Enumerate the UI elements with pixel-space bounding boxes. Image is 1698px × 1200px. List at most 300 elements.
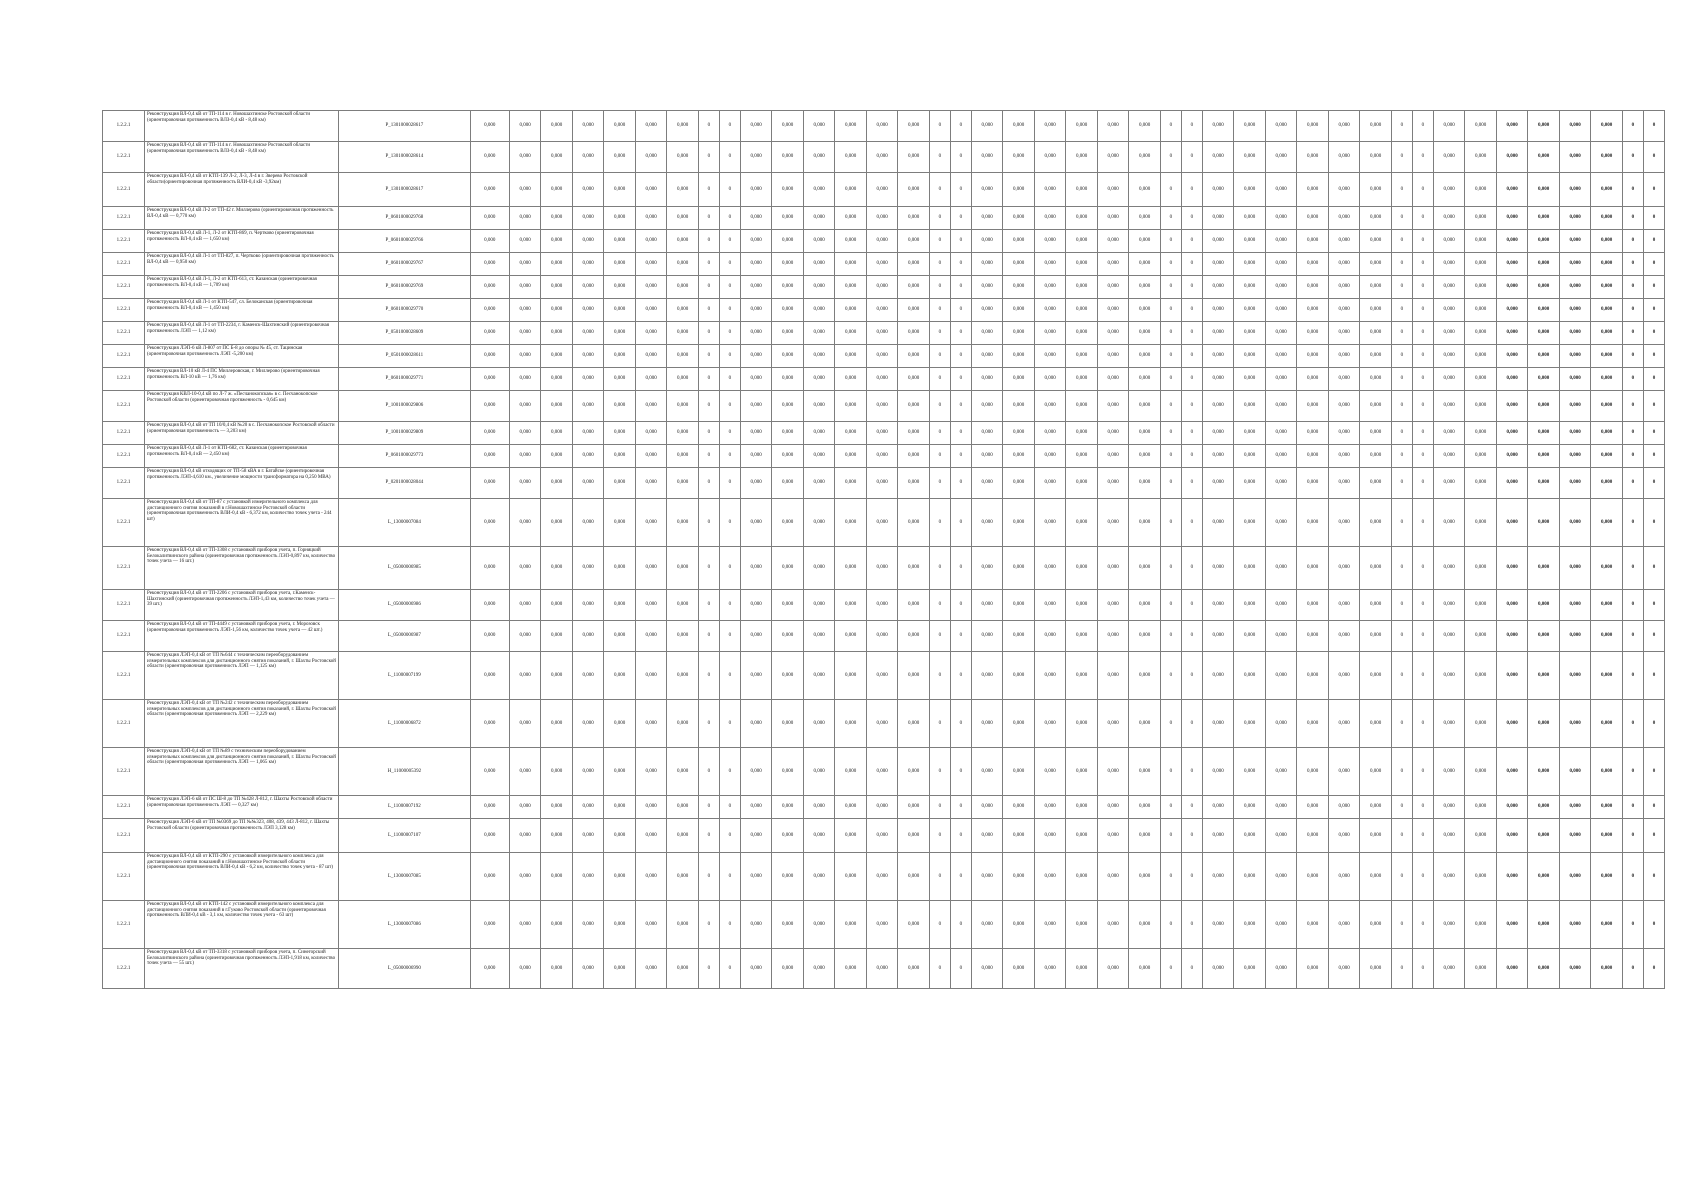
value-cell: 0 <box>1412 949 1433 989</box>
value-cell: 0,000 <box>1528 391 1560 422</box>
value-cell: 0 <box>1643 230 1664 253</box>
value-cell: 0,000 <box>572 621 604 652</box>
value-cell: 0,000 <box>803 368 835 391</box>
value-cell: 0,000 <box>1465 468 1497 499</box>
value-cell: 0,000 <box>1234 796 1266 819</box>
value-cell: 0,000 <box>1559 142 1591 173</box>
value-cell: 0,000 <box>971 468 1003 499</box>
table-row <box>103 652 1665 700</box>
value-cell: 0,000 <box>1129 207 1161 230</box>
value-cell: 0,000 <box>772 547 804 590</box>
value-cell: 0,000 <box>1202 173 1234 207</box>
project-code-cell: L_11000007192 <box>339 796 470 819</box>
value-cell: 0,000 <box>1066 299 1098 322</box>
row-number-cell: 1.2.2.1 <box>103 853 145 901</box>
value-cell: 0 <box>719 111 740 142</box>
value-cell: 0,000 <box>1034 590 1066 621</box>
value-cell: 0 <box>698 111 719 142</box>
value-cell: 0,000 <box>1559 345 1591 368</box>
value-cell: 0 <box>1622 111 1643 142</box>
value-cell: 0 <box>950 445 971 468</box>
value-cell: 0 <box>1391 621 1412 652</box>
value-cell: 0,000 <box>541 590 573 621</box>
value-cell: 0,000 <box>1528 700 1560 748</box>
value-cell: 0,000 <box>898 391 930 422</box>
value-cell: 0,000 <box>1496 499 1528 547</box>
value-cell: 0,000 <box>866 547 898 590</box>
value-cell: 0 <box>1622 621 1643 652</box>
value-cell: 0,000 <box>1297 345 1329 368</box>
value-cell: 0 <box>1181 299 1202 322</box>
value-cell: 0 <box>929 276 950 299</box>
value-cell: 0,000 <box>835 652 867 700</box>
value-cell: 0,000 <box>572 253 604 276</box>
value-cell: 0,000 <box>541 700 573 748</box>
value-cell: 0,000 <box>1129 949 1161 989</box>
value-cell: 0,000 <box>1297 173 1329 207</box>
value-cell: 0 <box>1391 173 1412 207</box>
value-cell: 0,000 <box>541 819 573 853</box>
value-cell: 0,000 <box>866 796 898 819</box>
project-description-cell: Реконструкция ВЛ-0,4 кВ от ТП-3318 с установкой приборов учета, п. Синегорский Белокалитвинского района (ориентировочная протяженность ЛЭП-1,918 км, количество точек учета — 55 шт.) <box>145 949 339 989</box>
value-cell: 0,000 <box>509 445 541 468</box>
value-cell: 0 <box>1643 422 1664 445</box>
value-cell: 0,000 <box>1129 111 1161 142</box>
value-cell: 0,000 <box>835 819 867 853</box>
value-cell: 0,000 <box>740 901 772 949</box>
value-cell: 0,000 <box>898 949 930 989</box>
value-cell: 0 <box>1622 368 1643 391</box>
value-cell: 0,000 <box>635 422 667 445</box>
value-cell: 0 <box>1643 322 1664 345</box>
value-cell: 0 <box>1622 949 1643 989</box>
value-cell: 0,000 <box>635 368 667 391</box>
value-cell: 0,000 <box>740 652 772 700</box>
value-cell: 0,000 <box>1097 819 1129 853</box>
project-code-cell: L_05000006986 <box>339 590 470 621</box>
value-cell: 0,000 <box>509 391 541 422</box>
value-cell: 0,000 <box>635 322 667 345</box>
value-cell: 0,000 <box>509 230 541 253</box>
project-code-cell: P_0601000029771 <box>339 368 470 391</box>
value-cell: 0,000 <box>1003 345 1035 368</box>
value-cell: 0,000 <box>1360 142 1392 173</box>
value-cell: 0 <box>950 207 971 230</box>
value-cell: 0,000 <box>635 700 667 748</box>
value-cell: 0,000 <box>898 901 930 949</box>
row-number-cell: 1.2.2.1 <box>103 621 145 652</box>
value-cell: 0,000 <box>1202 949 1234 989</box>
value-cell: 0,000 <box>1559 748 1591 796</box>
value-cell: 0,000 <box>1528 253 1560 276</box>
value-cell: 0 <box>1622 468 1643 499</box>
value-cell: 0,000 <box>898 445 930 468</box>
value-cell: 0,000 <box>803 422 835 445</box>
value-cell: 0,000 <box>1528 368 1560 391</box>
value-cell: 0 <box>1391 796 1412 819</box>
value-cell: 0,000 <box>1591 299 1623 322</box>
value-cell: 0 <box>1412 111 1433 142</box>
value-cell: 0 <box>698 796 719 819</box>
value-cell: 0,000 <box>1496 468 1528 499</box>
value-cell: 0,000 <box>1465 853 1497 901</box>
value-cell: 0 <box>929 853 950 901</box>
value-cell: 0,000 <box>509 368 541 391</box>
value-cell: 0,000 <box>835 547 867 590</box>
value-cell: 0 <box>950 345 971 368</box>
value-cell: 0,000 <box>1129 819 1161 853</box>
value-cell: 0,000 <box>866 422 898 445</box>
value-cell: 0,000 <box>1234 173 1266 207</box>
value-cell: 0 <box>950 299 971 322</box>
value-cell: 0,000 <box>470 590 509 621</box>
value-cell: 0 <box>1412 422 1433 445</box>
value-cell: 0 <box>1622 819 1643 853</box>
value-cell: 0,000 <box>541 901 573 949</box>
project-description-cell: Реконструкция ЛЭП-6 кВ от ПС Ш-8 до ТП №428 Л-812, г. Шахты Ростовской области (ориентировочная протяженность ЛЭП — 0,327 км) <box>145 796 339 819</box>
value-cell: 0 <box>1391 111 1412 142</box>
value-cell: 0,000 <box>1465 299 1497 322</box>
value-cell: 0 <box>698 621 719 652</box>
value-cell: 0,000 <box>1360 368 1392 391</box>
value-cell: 0,000 <box>1066 253 1098 276</box>
value-cell: 0 <box>1643 590 1664 621</box>
value-cell: 0,000 <box>1496 652 1528 700</box>
value-cell: 0,000 <box>1559 949 1591 989</box>
value-cell: 0,000 <box>572 901 604 949</box>
project-description-cell: Реконструкция ВЛ-0,4 кВ от ТП-87 с установкой измерительного комплекса для дистанционного снятия показаний в г.Новошахтинске Ростовской области (ориентировочная протяженность ВЛИ-0,4 кВ - 6,372 км, количество точек учета - 244 шт) <box>145 499 339 547</box>
value-cell: 0,000 <box>1328 142 1360 173</box>
value-cell: 0,000 <box>604 322 636 345</box>
value-cell: 0,000 <box>971 621 1003 652</box>
value-cell: 0,000 <box>971 547 1003 590</box>
project-description-cell: Реконструкция ВЛ-0,4 кВ от ТП-4449 с установкой приборов учета, г. Морозовск (ориентировочная протяженность ЛЭП-1,56 км, количество точек учета — 42 шт.) <box>145 621 339 652</box>
value-cell: 0,000 <box>1496 949 1528 989</box>
value-cell: 0,000 <box>1496 590 1528 621</box>
value-cell: 0,000 <box>1234 949 1266 989</box>
value-cell: 0,000 <box>1297 901 1329 949</box>
value-cell: 0 <box>1160 621 1181 652</box>
value-cell: 0,000 <box>772 853 804 901</box>
value-cell: 0 <box>929 322 950 345</box>
value-cell: 0,000 <box>1129 468 1161 499</box>
value-cell: 0,000 <box>803 590 835 621</box>
value-cell: 0,000 <box>572 499 604 547</box>
value-cell: 0,000 <box>1097 547 1129 590</box>
value-cell: 0,000 <box>803 949 835 989</box>
value-cell: 0,000 <box>1129 652 1161 700</box>
value-cell: 0,000 <box>1328 445 1360 468</box>
value-cell: 0 <box>1391 142 1412 173</box>
value-cell: 0,000 <box>1034 142 1066 173</box>
value-cell: 0,000 <box>541 652 573 700</box>
value-cell: 0,000 <box>898 700 930 748</box>
value-cell: 0,000 <box>1066 322 1098 345</box>
value-cell: 0,000 <box>772 253 804 276</box>
value-cell: 0,000 <box>1003 748 1035 796</box>
value-cell: 0,000 <box>898 468 930 499</box>
value-cell: 0 <box>929 796 950 819</box>
value-cell: 0,000 <box>1129 547 1161 590</box>
value-cell: 0,000 <box>1433 142 1465 173</box>
value-cell: 0,000 <box>635 299 667 322</box>
value-cell: 0,000 <box>772 207 804 230</box>
value-cell: 0,000 <box>1528 819 1560 853</box>
value-cell: 0 <box>1412 853 1433 901</box>
value-cell: 0,000 <box>1360 230 1392 253</box>
value-cell: 0,000 <box>772 173 804 207</box>
row-number-cell: 1.2.2.1 <box>103 368 145 391</box>
value-cell: 0 <box>698 468 719 499</box>
investment-program-table <box>102 110 1665 989</box>
value-cell: 0,000 <box>835 499 867 547</box>
value-cell: 0,000 <box>740 299 772 322</box>
value-cell: 0,000 <box>1591 621 1623 652</box>
value-cell: 0,000 <box>1034 230 1066 253</box>
value-cell: 0,000 <box>1003 422 1035 445</box>
value-cell: 0,000 <box>1003 299 1035 322</box>
value-cell: 0 <box>1160 853 1181 901</box>
value-cell: 0,000 <box>898 819 930 853</box>
value-cell: 0,000 <box>541 230 573 253</box>
value-cell: 0,000 <box>1066 276 1098 299</box>
value-cell: 0,000 <box>1328 547 1360 590</box>
value-cell: 0,000 <box>1066 949 1098 989</box>
value-cell: 0,000 <box>667 445 699 468</box>
value-cell: 0,000 <box>1066 368 1098 391</box>
value-cell: 0 <box>698 173 719 207</box>
value-cell: 0,000 <box>1297 253 1329 276</box>
value-cell: 0 <box>719 949 740 989</box>
value-cell: 0,000 <box>835 445 867 468</box>
value-cell: 0,000 <box>1559 111 1591 142</box>
table-row <box>103 322 1665 345</box>
value-cell: 0,000 <box>541 796 573 819</box>
value-cell: 0,000 <box>572 700 604 748</box>
value-cell: 0 <box>1622 230 1643 253</box>
value-cell: 0,000 <box>772 748 804 796</box>
value-cell: 0,000 <box>470 299 509 322</box>
value-cell: 0,000 <box>1465 796 1497 819</box>
value-cell: 0,000 <box>1328 499 1360 547</box>
value-cell: 0,000 <box>1003 253 1035 276</box>
value-cell: 0,000 <box>898 111 930 142</box>
value-cell: 0,000 <box>866 748 898 796</box>
value-cell: 0 <box>1643 819 1664 853</box>
value-cell: 0,000 <box>803 345 835 368</box>
value-cell: 0,000 <box>1234 652 1266 700</box>
value-cell: 0,000 <box>604 819 636 853</box>
value-cell: 0,000 <box>1328 322 1360 345</box>
value-cell: 0,000 <box>1528 345 1560 368</box>
project-description-cell: Реконструкция ВЛ-0,4 кВ от ТП-3308 с установкой приборов учета, п. Горняцкий Белокалитвинского района (ориентировочная протяженность ЛЭП-0,897 км, количество точек учета — 16 шт.) <box>145 547 339 590</box>
value-cell: 0,000 <box>1265 796 1297 819</box>
value-cell: 0,000 <box>1202 652 1234 700</box>
project-code-cell: P_0501000028611 <box>339 345 470 368</box>
value-cell: 0,000 <box>1360 445 1392 468</box>
value-cell: 0,000 <box>1559 391 1591 422</box>
value-cell: 0,000 <box>1496 207 1528 230</box>
value-cell: 0,000 <box>1465 652 1497 700</box>
table-row <box>103 276 1665 299</box>
value-cell: 0,000 <box>803 142 835 173</box>
value-cell: 0,000 <box>1003 796 1035 819</box>
value-cell: 0,000 <box>1559 276 1591 299</box>
value-cell: 0,000 <box>1097 111 1129 142</box>
value-cell: 0,000 <box>1465 207 1497 230</box>
project-code-cell: L_05000006987 <box>339 621 470 652</box>
table-row <box>103 700 1665 748</box>
value-cell: 0,000 <box>1433 853 1465 901</box>
value-cell: 0,000 <box>541 391 573 422</box>
value-cell: 0,000 <box>1465 819 1497 853</box>
value-cell: 0,000 <box>971 652 1003 700</box>
value-cell: 0 <box>719 345 740 368</box>
value-cell: 0,000 <box>1003 111 1035 142</box>
value-cell: 0,000 <box>1433 547 1465 590</box>
value-cell: 0,000 <box>1591 652 1623 700</box>
project-description-cell: Реконструкция ЛЭП-0,4 кВ от ТП №89 с техническим переоборудованием измерительных комплексов для дистанционного снятия показаний, г. Шахты Ростовской области (ориентировочная протяженность ЛЭП — 1,065 км) <box>145 748 339 796</box>
value-cell: 0,000 <box>1328 173 1360 207</box>
project-code-cell: L_11000007107 <box>339 819 470 853</box>
value-cell: 0,000 <box>1496 299 1528 322</box>
table-row <box>103 819 1665 853</box>
value-cell: 0 <box>698 391 719 422</box>
value-cell: 0,000 <box>635 949 667 989</box>
value-cell: 0 <box>1391 468 1412 499</box>
value-cell: 0,000 <box>1202 322 1234 345</box>
value-cell: 0 <box>1160 700 1181 748</box>
value-cell: 0,000 <box>1559 468 1591 499</box>
value-cell: 0,000 <box>1360 468 1392 499</box>
project-description-cell: Реконструкция ВЛ-0,4 кВ от ТП-114 в г. Новошахтинске Ростовской области (ориентировочная протяженность ВЛЗ-0,4 кВ - 8,48 км) <box>145 111 339 142</box>
value-cell: 0,000 <box>1129 230 1161 253</box>
value-cell: 0 <box>1622 445 1643 468</box>
value-cell: 0,000 <box>740 445 772 468</box>
value-cell: 0,000 <box>1328 422 1360 445</box>
value-cell: 0,000 <box>1559 173 1591 207</box>
table-row <box>103 253 1665 276</box>
value-cell: 0 <box>950 230 971 253</box>
value-cell: 0,000 <box>604 142 636 173</box>
value-cell: 0,000 <box>1066 748 1098 796</box>
value-cell: 0,000 <box>1360 748 1392 796</box>
value-cell: 0 <box>1160 368 1181 391</box>
value-cell: 0,000 <box>604 368 636 391</box>
value-cell: 0,000 <box>1265 468 1297 499</box>
value-cell: 0,000 <box>1265 299 1297 322</box>
value-cell: 0,000 <box>1297 230 1329 253</box>
value-cell: 0,000 <box>1528 111 1560 142</box>
value-cell: 0,000 <box>1097 748 1129 796</box>
row-number-cell: 1.2.2.1 <box>103 819 145 853</box>
value-cell: 0 <box>1160 322 1181 345</box>
value-cell: 0,000 <box>470 748 509 796</box>
value-cell: 0,000 <box>1360 111 1392 142</box>
value-cell: 0 <box>1160 547 1181 590</box>
value-cell: 0,000 <box>667 819 699 853</box>
value-cell: 0 <box>1391 368 1412 391</box>
value-cell: 0 <box>950 276 971 299</box>
value-cell: 0,000 <box>1066 230 1098 253</box>
value-cell: 0,000 <box>1328 207 1360 230</box>
value-cell: 0 <box>950 253 971 276</box>
value-cell: 0,000 <box>835 142 867 173</box>
value-cell: 0,000 <box>740 853 772 901</box>
row-number-cell: 1.2.2.1 <box>103 652 145 700</box>
value-cell: 0,000 <box>667 748 699 796</box>
value-cell: 0,000 <box>1559 901 1591 949</box>
value-cell: 0 <box>929 422 950 445</box>
value-cell: 0 <box>1160 445 1181 468</box>
value-cell: 0,000 <box>835 748 867 796</box>
value-cell: 0 <box>1412 796 1433 819</box>
value-cell: 0 <box>1391 299 1412 322</box>
value-cell: 0,000 <box>1528 276 1560 299</box>
value-cell: 0,000 <box>470 853 509 901</box>
value-cell: 0,000 <box>803 173 835 207</box>
value-cell: 0 <box>950 621 971 652</box>
value-cell: 0,000 <box>1591 253 1623 276</box>
project-description-cell: Реконструкция ВЛ-0,4 кВ от ТП-114 в г. Новошахтинске Ростовской области (ориентировочная протяженность ВЛЗ-0,4 кВ - 8,48 км) <box>145 142 339 173</box>
value-cell: 0 <box>950 853 971 901</box>
value-cell: 0 <box>698 901 719 949</box>
value-cell: 0,000 <box>1559 230 1591 253</box>
value-cell: 0,000 <box>740 322 772 345</box>
value-cell: 0 <box>719 499 740 547</box>
value-cell: 0 <box>719 368 740 391</box>
value-cell: 0,000 <box>1559 253 1591 276</box>
value-cell: 0,000 <box>1129 748 1161 796</box>
value-cell: 0,000 <box>971 445 1003 468</box>
value-cell: 0 <box>950 173 971 207</box>
value-cell: 0,000 <box>1234 276 1266 299</box>
value-cell: 0,000 <box>667 276 699 299</box>
value-cell: 0,000 <box>635 345 667 368</box>
value-cell: 0 <box>1412 652 1433 700</box>
row-number-cell: 1.2.2.1 <box>103 111 145 142</box>
value-cell: 0,000 <box>1234 253 1266 276</box>
value-cell: 0,000 <box>772 468 804 499</box>
value-cell: 0,000 <box>509 299 541 322</box>
value-cell: 0 <box>698 422 719 445</box>
value-cell: 0,000 <box>1097 422 1129 445</box>
value-cell: 0,000 <box>1496 621 1528 652</box>
value-cell: 0 <box>1622 590 1643 621</box>
value-cell: 0 <box>1412 391 1433 422</box>
value-cell: 0,000 <box>1003 276 1035 299</box>
value-cell: 0,000 <box>1234 621 1266 652</box>
value-cell: 0,000 <box>1528 652 1560 700</box>
value-cell: 0,000 <box>604 445 636 468</box>
value-cell: 0,000 <box>470 901 509 949</box>
value-cell: 0,000 <box>1234 590 1266 621</box>
value-cell: 0,000 <box>635 230 667 253</box>
value-cell: 0 <box>1412 621 1433 652</box>
value-cell: 0,000 <box>803 207 835 230</box>
value-cell: 0,000 <box>604 853 636 901</box>
value-cell: 0,000 <box>1360 700 1392 748</box>
value-cell: 0,000 <box>635 391 667 422</box>
value-cell: 0 <box>1412 700 1433 748</box>
value-cell: 0,000 <box>1465 391 1497 422</box>
value-cell: 0,000 <box>1265 230 1297 253</box>
value-cell: 0,000 <box>1129 853 1161 901</box>
value-cell: 0,000 <box>1528 590 1560 621</box>
value-cell: 0 <box>929 230 950 253</box>
value-cell: 0,000 <box>1003 322 1035 345</box>
value-cell: 0,000 <box>1003 652 1035 700</box>
